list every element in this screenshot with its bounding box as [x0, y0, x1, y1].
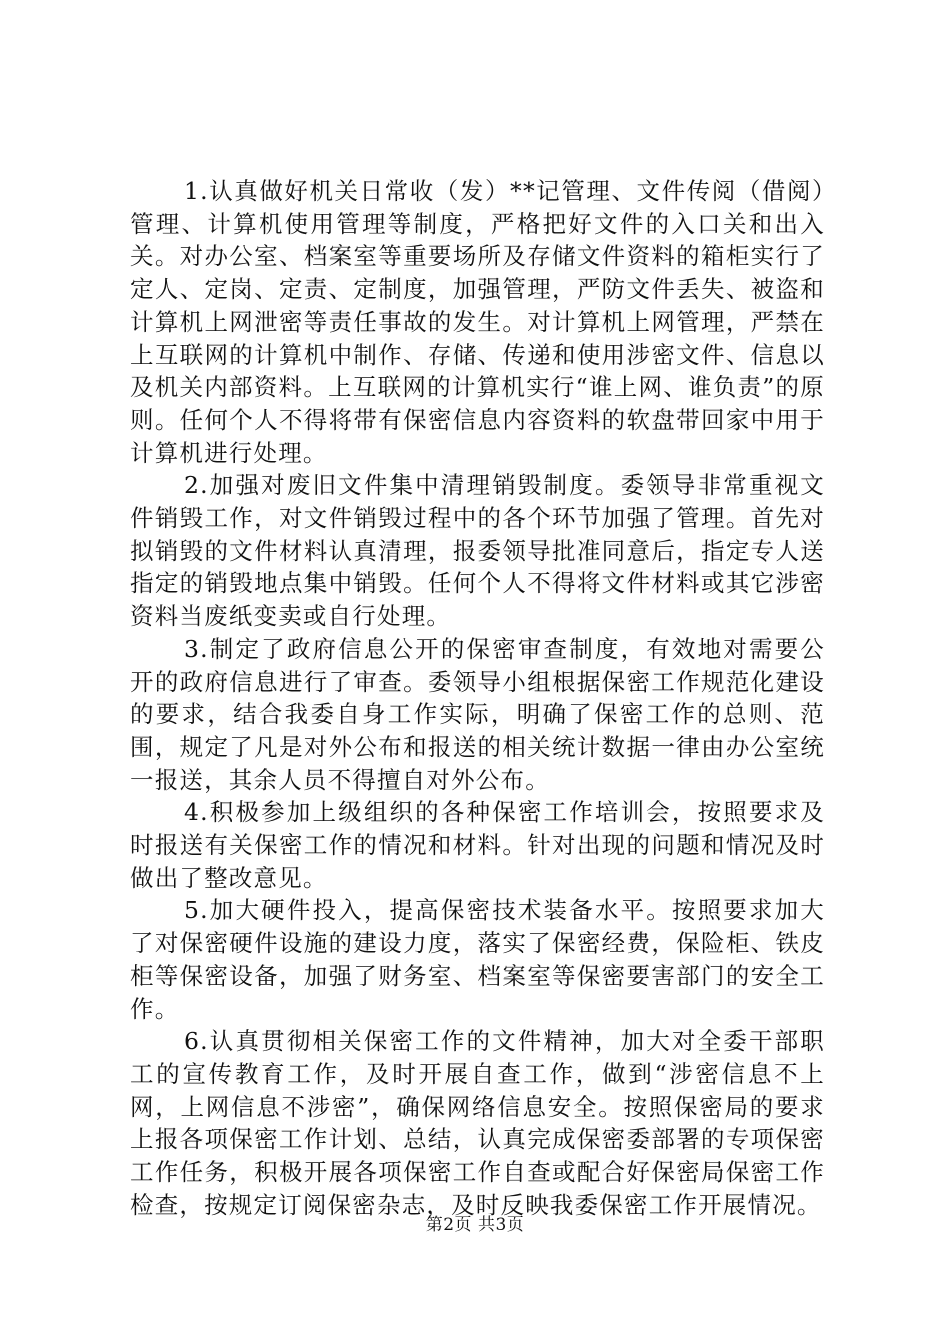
page-number-footer: 第2页 共3页	[425, 1215, 525, 1235]
paragraph-1: 1.认真做好机关日常收（发）**记管理、文件传阅（借阅）管理、计算机使用管理等制度，严格把好文件的入口关和出入关。对办公室、档案室等重要场所及存储文件资料的箱柜实行了定人、定岗、定责、定制度，加强管理，严防文件丢失、被盗和计算机上网泄密等责任事故的发生。对计算机上网管理，严禁在上互联网的计算机中制作、存储、传递和使用涉密文件、信息以及机关内部资料。上互联网的计算机实行“谁上网、谁负责”的原则。任何个人不得将带有保密信息内容资料的软盘带回家中用于计算机进行处理。	[130, 177, 825, 467]
paragraph-2: 2.加强对废旧文件集中清理销毁制度。委领导非常重视文件销毁工作，对文件销毁过程中的各个环节加强了管理。首先对拟销毁的文件材料认真清理，报委领导批准同意后，指定专人送指定的销毁地点集中销毁。任何个人不得将文件材料或其它涉密资料当废纸变卖或自行处理。	[130, 471, 825, 631]
paragraph-5: 5.加大硬件投入，提高保密技术装备水平。按照要求加大了对保密硬件设施的建设力度，落实了保密经费，保险柜、铁皮柜等保密设备，加强了财务室、档案室等保密要害部门的安全工作。	[130, 896, 825, 1023]
document-body	[130, 175, 825, 1222]
paragraph-6: 6.认真贯彻相关保密工作的文件精神，加大对全委干部职工的宣传教育工作，及时开展自查工作，做到“涉密信息不上网，上网信息不涉密”，确保网络信息安全。按照保密局的要求上报各项保密工作计划、总结，认真完成保密委部署的专项保密工作任务，积极开展各项保密工作自查或配合好保密局保密工作检查，按规定订阅保密杂志，及时反映我委保密工作开展情况。	[130, 1027, 825, 1219]
paragraph-4: 4.积极参加上级组织的各种保密工作培训会，按照要求及时报送有关保密工作的情况和材料。针对出现的问题和情况及时做出了整改意见。	[130, 798, 825, 892]
paragraph-3: 3.制定了政府信息公开的保密审查制度，有效地对需要公开的政府信息进行了审查。委领导小组根据保密工作规范化建设的要求，结合我委自身工作实际，明确了保密工作的总则、范围，规定了凡是对外公布和报送的相关统计数据一律由办公室统一报送，其余人员不得擅自对外公布。	[130, 634, 825, 794]
